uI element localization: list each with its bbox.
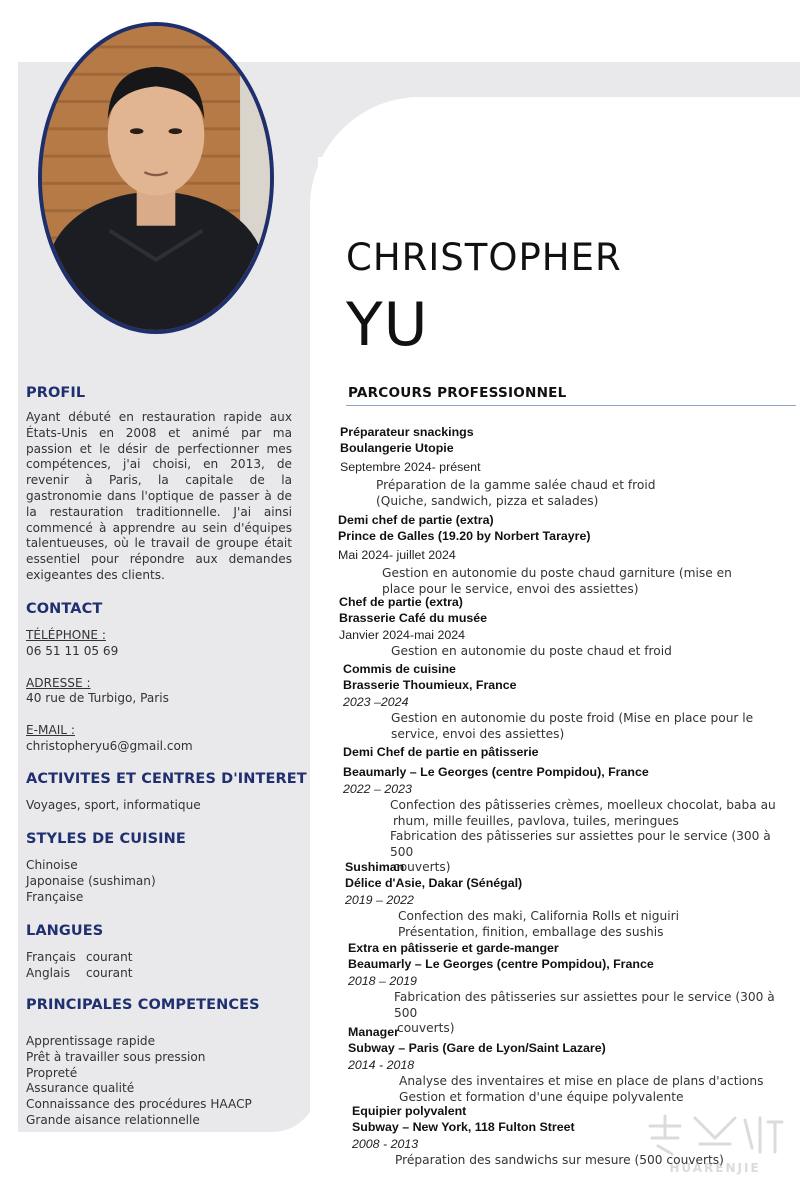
- description-line: Analyse des inventaires et mise en place de plans d'actions: [399, 1074, 764, 1088]
- experience-role: Sushiman: [345, 860, 405, 874]
- list-item: Prêt à travailler sous pression: [26, 1049, 206, 1064]
- list-item: Chinoise: [26, 858, 78, 872]
- first-name: CHRISTOPHER: [346, 236, 622, 279]
- experience-company: Brasserie Thoumieux, France: [343, 678, 517, 692]
- description-line: Gestion et formation d'une équipe polyvalente: [399, 1089, 684, 1104]
- phone-value[interactable]: 06 51 11 05 69: [26, 643, 119, 658]
- experience-company: Beaumarly – Le Georges (centre Pompidou), France: [343, 765, 649, 779]
- experience-description: [399, 1074, 798, 1105]
- phone-label: TÉLÉPHONE :: [26, 628, 106, 642]
- description-line: Fabrication des pâtisseries sur assiettes pour le service (300 à 500: [390, 829, 771, 859]
- description-line: rhum, mille feuilles, pavlova, tuiles, meringues: [393, 813, 679, 828]
- description-line: Gestion en autonomie du poste chaud garniture (mise en: [382, 566, 732, 580]
- profile-photo: [38, 22, 274, 334]
- section-divider: [346, 405, 796, 406]
- profil-text: Ayant débuté en restauration rapide aux États-Unis en 2008 et animé par ma passion et le désir de perfectionner mes compétences, j'ai choisi, en 2013, de revenir à Paris, la capitale de la gastronomie dans l'optique de passer à de la restauration traditionnelle. J'ai ainsi commencé à apprendre au sein d'équipes talentueuses, où le travail de groupe était essentiel pour répondre aux demandes exigeantes des clients.: [26, 410, 292, 582]
- list-item: Assurance qualité: [26, 1081, 135, 1096]
- last-name: YU: [346, 290, 429, 360]
- experience-date: Janvier 2024-mai 2024: [339, 628, 466, 642]
- experience-date: 2014 - 2018: [348, 1058, 415, 1072]
- email-label: E-MAIL :: [26, 723, 75, 738]
- experience-company: Prince de Galles (19.20 by Norbert Tarayre): [338, 529, 591, 543]
- experience-item: [348, 1024, 798, 1105]
- experience-role: Préparateur snackings: [340, 425, 474, 439]
- language-level: courant: [86, 965, 133, 980]
- cuisine-list: [26, 858, 292, 905]
- experience-company: Subway – New York, 118 Fulton Street: [352, 1120, 575, 1134]
- experience-company: Brasserie Café du musée: [339, 611, 488, 625]
- list-item: [26, 966, 292, 982]
- experience-description: [391, 711, 793, 742]
- experience-role: Equipier polyvalent: [352, 1104, 467, 1118]
- langues-list: [26, 950, 292, 982]
- interests-title: ACTIVITES ET CENTRES D'INTERET: [26, 771, 307, 787]
- description-line: Fabrication des pâtisseries sur assiettes pour le service (300 à 500: [394, 990, 775, 1020]
- description-line: (Quiche, sandwich, pizza et salades): [376, 493, 599, 508]
- experience-date: 2019 – 2022: [345, 893, 414, 907]
- description-line: Préparation de la gamme salée chaud et froid: [376, 478, 656, 492]
- experience-description: [376, 478, 790, 509]
- experience-date: Mai 2024- juillet 2024: [338, 548, 456, 562]
- description-line: couverts): [397, 1021, 455, 1036]
- address-value: 40 rue de Turbigo, Paris: [26, 691, 169, 706]
- cuisine-title: STYLES DE CUISINE: [26, 831, 186, 847]
- description-line: Présentation, finition, emballage des sushis: [398, 924, 664, 939]
- interests-text: Voyages, sport, informatique: [26, 798, 201, 812]
- description-line: couverts): [393, 860, 451, 875]
- experience-date: 2022 – 2023: [343, 782, 412, 796]
- experience-company: Beaumarly – Le Georges (centre Pompidou), France: [348, 957, 654, 971]
- experience-company: Subway – Paris (Gare de Lyon/Saint Lazare): [348, 1041, 606, 1055]
- experience-item: [345, 859, 795, 940]
- contact-title: CONTACT: [26, 601, 103, 617]
- experience-item: [338, 512, 793, 597]
- experience-description: [382, 566, 793, 597]
- experience-role: Demi chef de partie (extra): [338, 513, 494, 527]
- address-label: ADRESSE :: [26, 675, 91, 690]
- competences-list: [26, 1034, 292, 1129]
- experience-role: Chef de partie (extra): [339, 595, 463, 609]
- list-item: Propreté: [26, 1065, 78, 1080]
- list-item: Française: [26, 889, 84, 904]
- list-item: Grande aisance relationnelle: [26, 1112, 200, 1127]
- experience-company: Délice d'Asie, Dakar (Sénégal): [345, 876, 523, 890]
- experience-item: [339, 594, 789, 660]
- email-value[interactable]: christopheryu6@gmail.com: [26, 738, 193, 753]
- description-line: Préparation des sandwichs sur mesure (500 couverts): [395, 1153, 724, 1167]
- language-name: Anglais: [26, 965, 71, 980]
- description-line: Gestion en autonomie du poste froid (Mise en place pour le: [391, 711, 754, 725]
- experience-item: [348, 940, 798, 1037]
- experience-role: Commis de cuisine: [343, 662, 456, 676]
- list-item: Japonaise (sushiman): [26, 873, 156, 888]
- experience-role: Extra en pâtisserie et garde-manger: [348, 941, 559, 955]
- competences-title: PRINCIPALES COMPETENCES: [26, 997, 260, 1013]
- list-item: [26, 950, 292, 966]
- experience-company: Boulangerie Utopie: [340, 441, 454, 455]
- description-line: Gestion en autonomie du poste chaud et froid: [391, 644, 672, 658]
- experience-item: [340, 424, 790, 509]
- experience-role: Manager: [348, 1025, 399, 1039]
- experience-date: Septembre 2024- présent: [340, 460, 481, 474]
- experience-role: Demi Chef de partie en pâtisserie: [343, 745, 539, 759]
- watermark-logo: [640, 1108, 790, 1178]
- langues-title: LANGUES: [26, 923, 104, 939]
- experience-date: 2023 –2024: [343, 695, 409, 709]
- experience-description: [391, 644, 789, 660]
- experience-item: [343, 744, 793, 876]
- experience-description: [398, 909, 795, 940]
- description-line: Confection des maki, California Rolls et niguiri: [398, 909, 680, 923]
- description-line: service, envoi des assiettes): [391, 726, 565, 741]
- experience-date: 2008 - 2013: [352, 1137, 419, 1151]
- list-item: Connaissance des procédures HAACP: [26, 1097, 252, 1112]
- description-line: Confection des pâtisseries crèmes, moelleux chocolat, baba au: [390, 798, 776, 812]
- watermark-text: HUARENJIE: [669, 1161, 761, 1175]
- list-item: Apprentissage rapide: [26, 1034, 156, 1048]
- language-name: Français: [26, 950, 76, 964]
- experience-item: [343, 661, 793, 742]
- profil-title: PROFIL: [26, 385, 86, 401]
- contact-block: [26, 628, 292, 755]
- experience-date: 2018 – 2019: [348, 974, 417, 988]
- parcours-title: PARCOURS PROFESSIONNEL: [348, 385, 567, 401]
- description-line: place pour le service, envoi des assiettes): [382, 581, 639, 596]
- language-level: courant: [86, 950, 133, 964]
